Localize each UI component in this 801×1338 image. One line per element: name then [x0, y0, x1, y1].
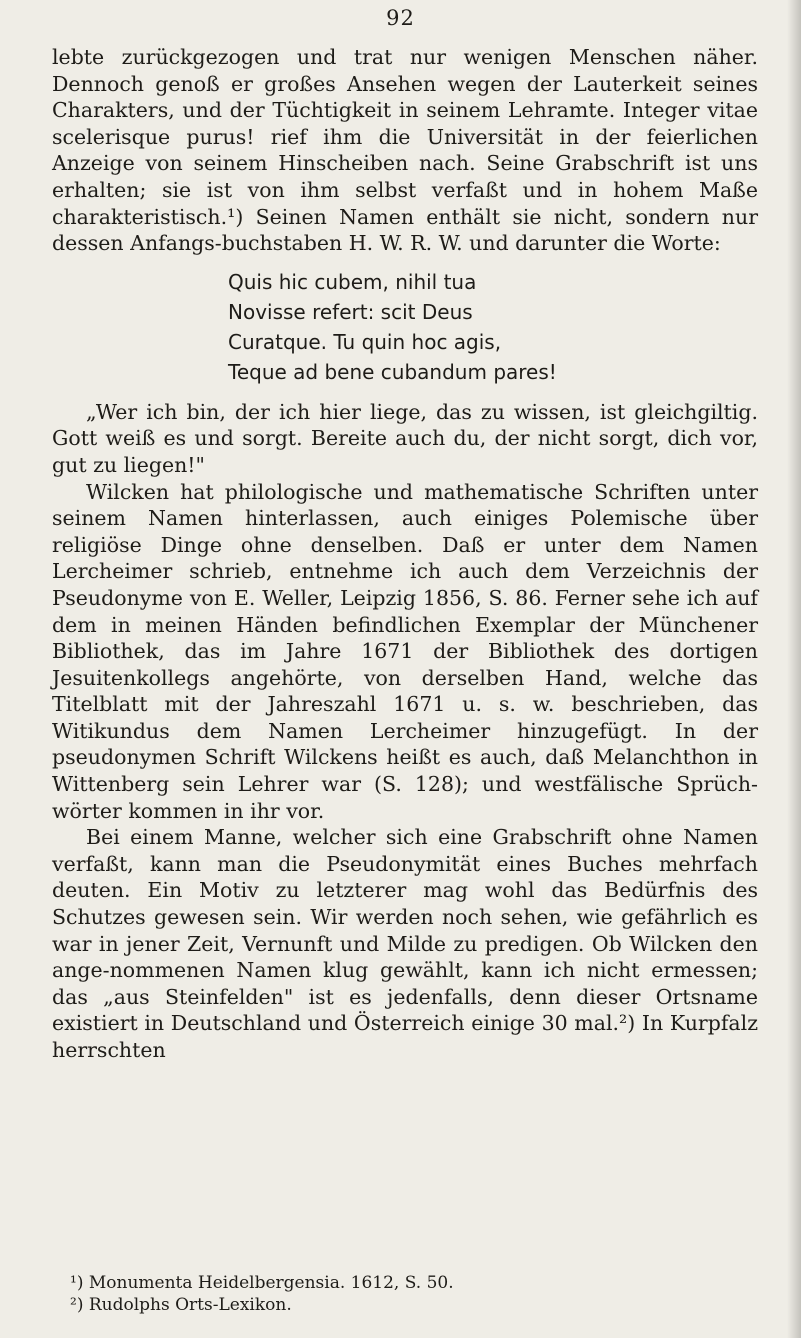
footnote-text: Rudolphs Orts-Lexikon. [88, 1295, 292, 1315]
body-text [52, 44, 758, 1064]
poem-line: Novisse refert: scit Deus [228, 299, 473, 324]
paragraph-1: lebte zurückgezogen und trat nur wenigen Menschen näher. Dennoch genoß er großes Ansehen wegen der Lauterkeit seines Charakters, und der Tüchtigkeit in seinem Lehramte. Integer vitae scelerisque purus! rief ihm die Universität in der feierlichen Anzeige von seinem Hinscheiben nach. Seine Grabschrift ist uns erhalten; sie ist von ihm selbst verfaßt und in hohem Maße charakteristisch.¹) Seinen Namen enthält sie nicht, sondern nur dessen Anfangs-buchstaben H. W. R. W. und darunter die Worte: [52, 45, 758, 256]
footnote-text: Monumenta Heidelbergensia. 1612, S. 50. [88, 1273, 454, 1293]
footnotes [70, 1272, 760, 1316]
footnote-2 [70, 1294, 760, 1316]
footnote-1 [70, 1272, 760, 1294]
page-edge-shadow [787, 0, 801, 1338]
paragraph-2: „Wer ich bin, der ich hier liege, das zu wissen, ist gleichgiltig. Gott weiß es und sorgt. Bereite auch du, der nicht sorgt, dich vor, gut zu liegen!" [52, 399, 758, 477]
footnote-mark: ¹) [70, 1273, 84, 1293]
paragraph-4: Bei einem Manne, welcher sich eine Grabschrift ohne Namen verfaßt, kann man die Pseudonymität eines Buches mehrfach deuten. Ein Motiv zu letzterer mag wohl das Bedürfnis des Schutzes gewesen sein. Wir werden noch sehen, wie gefährlich es war in jener Zeit, Vernunft und Milde zu predigen. Ob Wilcken den ange-nommenen Namen klug gewählt, kann ich nicht ermessen; das „aus Steinfelden" ist es jedenfalls, denn dieser Ortsname existiert in Deutschland und Österreich einige 30 mal.²) In Kurpfalz herrschten [52, 825, 758, 1062]
poem-line: Teque ad bene cubandum pares! [228, 359, 557, 384]
poem-line: Curatque. Tu quin hoc agis, [228, 329, 502, 354]
page-number: 92 [386, 6, 415, 30]
footnote-mark: ²) [70, 1295, 84, 1315]
epitaph-poem [228, 267, 758, 387]
paragraph-3: Wilcken hat philologische und mathematische Schriften unter seinem Namen hinterlassen, auch einiges Polemische über religiöse Dinge ohne denselben. Daß er unter dem Namen Lercheimer schrieb, entnehme ich auch dem Verzeichnis der Pseudonyme von E. Weller, Leipzig 1856, S. 86. Ferner sehe ich auf dem in meinen Händen befindlichen Exemplar der Münchener Bibliothek, das im Jahre 1671 der Bibliothek des dortigen Jesuitenkollegs angehörte, von derselben Hand, welche das Titelblatt mit der Jahreszahl 1671 u. s. w. beschrieben, das Witikundus dem Namen Lercheimer hinzugefügt. In der pseudonymen Schrift Wilckens heißt es auch, daß Melanchthon in Wittenberg sein Lehrer war (S. 128); und westfälische Sprüch-wörter kommen in ihr vor. [52, 479, 758, 823]
poem-line: Quis hic cubem, nihil tua [228, 269, 477, 294]
